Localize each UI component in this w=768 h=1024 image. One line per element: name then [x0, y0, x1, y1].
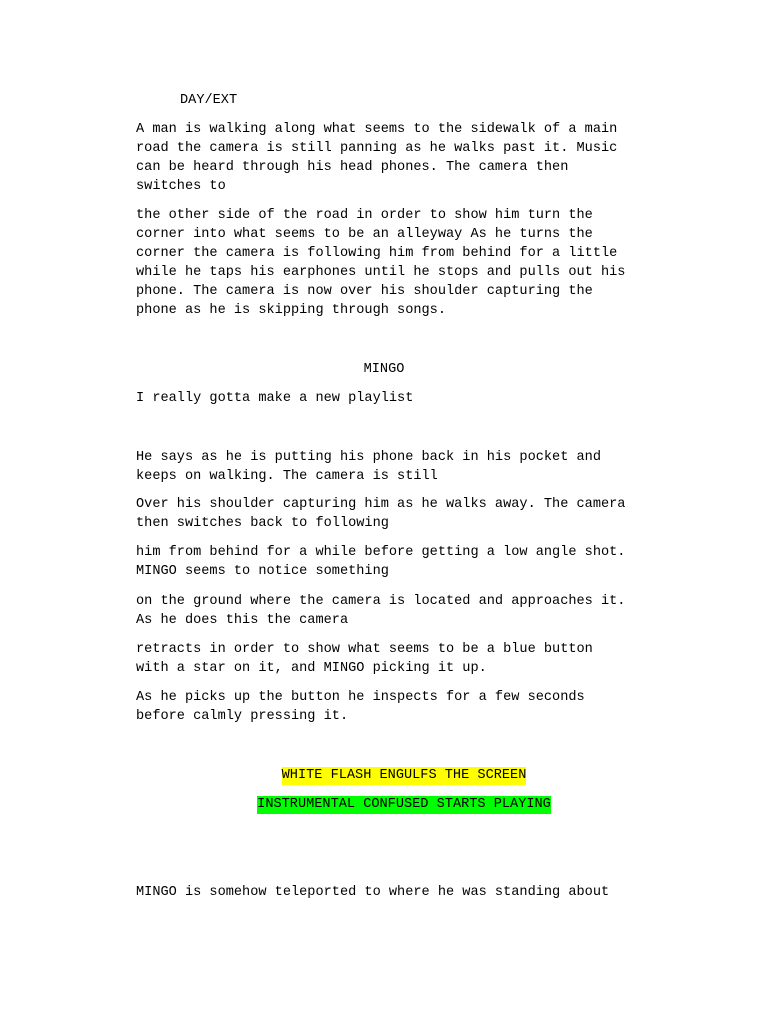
transition-line-white-flash — [0, 767, 768, 786]
action-paragraph-7: retracts in order to show what seems to be a blue button with a star on it, and MINGO picking it up. — [136, 642, 593, 676]
highlight-yellow: WHITE FLASH ENGULFS THE SCREEN — [281, 768, 527, 783]
dialogue-line: I really gotta make a new playlist — [136, 391, 414, 406]
action-paragraph-3: He says as he is putting his phone back in his pocket and keeps on walking. The camera is still — [136, 450, 601, 484]
scene-heading: DAY/EXT — [180, 93, 238, 108]
action-paragraph-9: MINGO is somehow teleported to where he was standing about — [136, 885, 610, 900]
action-paragraph-6: on the ground where the camera is located and approaches it. As he does this the camera — [136, 594, 626, 628]
highlight-green: INSTRUMENTAL CONFUSED STARTS PLAYING — [257, 797, 551, 812]
action-paragraph-5: him from behind for a while before getting a low angle shot. MINGO seems to notice something — [136, 545, 626, 579]
character-name: MINGO — [363, 362, 405, 377]
action-paragraph-2: the other side of the road in order to show him turn the corner into what seems to be an alleyway As he turns the corner the camera is following him from behind for a little while he taps his earphones until he stops and pulls out his phone. The camera is now over his shoulder capturing the phone as he is skipping through songs. — [136, 208, 626, 318]
action-paragraph-8: As he picks up the button he inspects for a few seconds before calmly pressing it. — [136, 690, 585, 724]
action-paragraph-1: A man is walking along what seems to the sidewalk of a main road the camera is still panning as he walks past it. Music can be heard through his head phones. The camera then switches to — [136, 122, 618, 194]
action-paragraph-4: Over his shoulder capturing him as he walks away. The camera then switches back to following — [136, 497, 626, 531]
music-cue-line — [0, 796, 768, 815]
